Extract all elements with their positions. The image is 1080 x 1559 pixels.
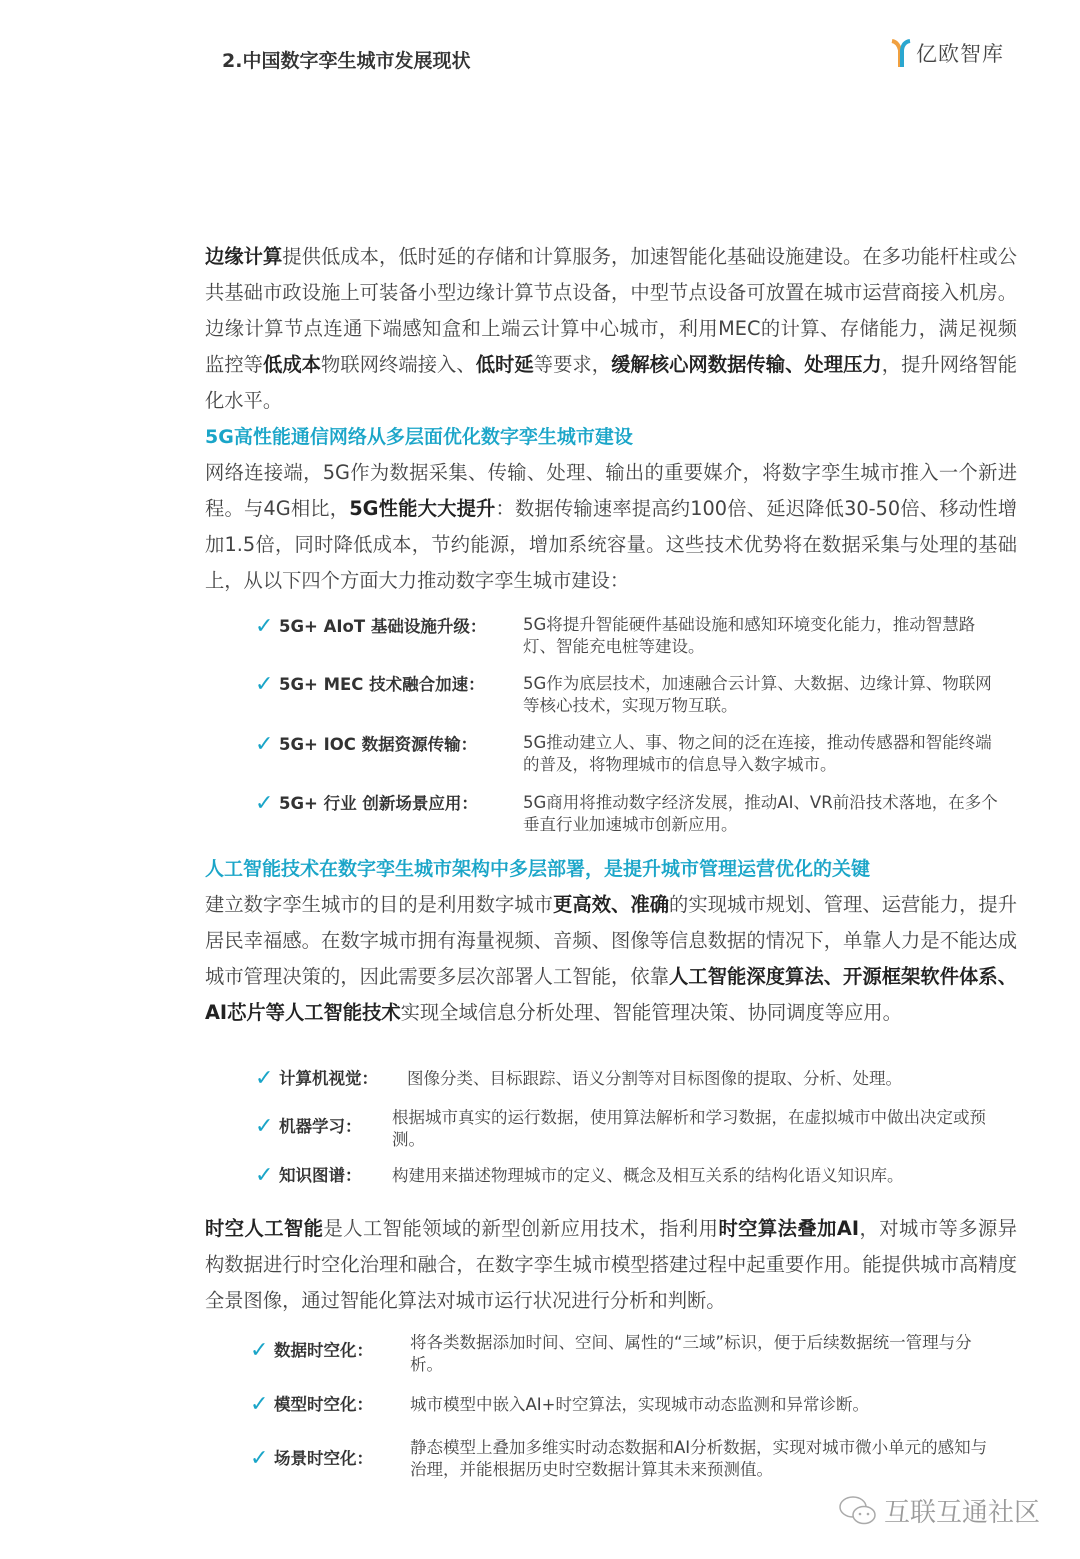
item-desc: 图像分类、目标跟踪、语义分割等对目标图像的提取、分析、处理。 xyxy=(407,1069,902,1088)
item-desc: 根据城市真实的运行数据，使用算法解析和学习数据，在虚拟城市中做出决定或预测。 xyxy=(392,1108,986,1149)
wechat-icon xyxy=(838,1494,878,1528)
list-item xyxy=(255,674,485,696)
item-label: 数据时空化： xyxy=(274,1341,373,1360)
checkmark-icon: ✓ xyxy=(255,1163,274,1188)
logo xyxy=(890,38,1004,68)
body-text: 是人工智能领域的新型创新应用技术，指利用 xyxy=(323,1217,719,1240)
body-text: 提供低成本，低时延的存储和计算服务，加速智能化基础设施建设。在多功能杆柱或公共基础市政设施上可装备小型边缘计算节点设备，中型节点设备可放置在城市运营商接入机房。边缘计算节点连通下端感知盒和上端云计算中心城市，利用MEC的计算、存储能力，满足视频监控等 xyxy=(205,245,1018,376)
checkmark-icon: ✓ xyxy=(255,732,274,757)
list-item xyxy=(255,734,477,756)
item-desc: 5G将提升智能硬件基础设施和感知环境变化能力，推动智慧路灯、智能充电桩等建设。 xyxy=(523,615,976,656)
checkmark-icon: ✓ xyxy=(250,1446,269,1471)
subheading-5g: 5G高性能通信网络从多层面优化数字孪生城市建设 xyxy=(205,426,633,448)
item-label: 5G+ MEC 技术融合加速： xyxy=(279,675,485,694)
item-label: 知识图谱： xyxy=(279,1166,362,1185)
body-text: 实现全域信息分析处理、智能管理决策、协同调度等应用。 xyxy=(400,1001,902,1024)
item-desc: 静态模型上叠加多维实时动态数据和AI分析数据，实现对城市微小单元的感知与治理，并能根据历史时空数据计算其未来预测值。 xyxy=(410,1438,988,1479)
paragraph-spatiotemporal-ai xyxy=(205,1211,1017,1319)
body-text: 的实现城市规划、管理、运营能力，提升居民幸福感。在数字城市拥有海量视频、音频、图像等信息数据的情况下，单靠人力是不能达成城市管理决策的，因此需要多层次部署人工智能，依靠 xyxy=(205,893,1018,988)
item-desc: 构建用来描述物理城市的定义、概念及相互关系的结构化语义知识库。 xyxy=(392,1166,904,1185)
list-item xyxy=(255,1116,362,1138)
list-item xyxy=(255,793,478,815)
item-desc: 5G推动建立人、事、物之间的泛在连接，推动传感器和智能终端的普及，将物理城市的信息导入数字城市。 xyxy=(523,733,992,774)
body-text: ：数据传输速率提高约100倍、延迟降低30-50倍、移动性增加1.5倍，同时降低成本，节约能源，增加系统容量。这些技术优势将在数据采集与处理的基础上，从以下四个方面大力推动数字孪生城市建设： xyxy=(205,497,1017,592)
paragraph-5g xyxy=(205,455,1017,599)
checkmark-icon: ✓ xyxy=(255,1066,274,1091)
checkmark-icon: ✓ xyxy=(250,1338,269,1363)
emphasis-text: 时空算法叠加AI xyxy=(718,1217,860,1240)
emphasis-text: 更高效、准确 xyxy=(553,893,670,916)
list-item xyxy=(250,1448,373,1470)
item-label: 5G+ AIoT 基础设施升级： xyxy=(279,617,487,636)
item-label: 模型时空化： xyxy=(274,1395,373,1414)
checkmark-icon: ✓ xyxy=(255,1114,274,1139)
section-title: 2.中国数字孪生城市发展现状 xyxy=(222,50,471,72)
body-text: 等要求， xyxy=(533,353,612,376)
list-item xyxy=(255,1068,378,1090)
list-item xyxy=(250,1394,373,1416)
checkmark-icon: ✓ xyxy=(255,791,274,816)
checkmark-icon: ✓ xyxy=(250,1392,269,1417)
body-text: ，提升网络智能化水平。 xyxy=(205,353,1018,412)
body-text: 网络连接端，5G作为数据采集、传输、处理、输出的重要媒介，将数字孪生城市推入一个新进程。与4G相比， xyxy=(205,461,1017,520)
emphasis-text: 人工智能深度算法、开源框架软件体系、AI芯片等人工智能技术 xyxy=(205,965,1017,1024)
list-item xyxy=(250,1340,373,1362)
watermark-text: 互联互通社区 xyxy=(884,1498,1041,1528)
list-item xyxy=(255,1165,362,1187)
emphasis-text: 时空人工智能 xyxy=(205,1217,324,1240)
logo-text: 亿欧智库 xyxy=(916,42,1004,66)
item-desc: 5G商用将推动数字经济发展，推动AI、VR前沿技术落地，在多个垂直行业加速城市创新应用。 xyxy=(523,793,998,834)
item-desc: 将各类数据添加时间、空间、属性的“三域”标识，便于后续数据统一管理与分析。 xyxy=(410,1333,972,1374)
emphasis-text: 缓解核心网数据传输、处理压力 xyxy=(611,353,882,376)
emphasis-text: 低时延 xyxy=(475,353,534,376)
body-text: ，对城市等多源异构数据进行时空化治理和融合，在数字孪生城市模型搭建过程中起重要作用。能提供城市高精度全景图像，通过智能化算法对城市运行状况进行分析和判断。 xyxy=(205,1217,1018,1312)
paragraph-edge-computing xyxy=(205,239,1017,419)
logo-mark-icon xyxy=(890,38,912,68)
watermark xyxy=(838,1492,1040,1529)
item-desc: 城市模型中嵌入AI+时空算法，实现城市动态监测和异常诊断。 xyxy=(410,1395,869,1414)
list-item xyxy=(255,616,486,638)
body-text: 建立数字孪生城市的目的是利用数字城市 xyxy=(205,893,554,916)
checkmark-icon: ✓ xyxy=(255,614,274,639)
emphasis-text: 5G性能大大提升 xyxy=(349,497,496,520)
item-label: 场景时空化： xyxy=(274,1449,373,1468)
checkmark-icon: ✓ xyxy=(255,672,274,697)
item-desc: 5G作为底层技术，加速融合云计算、大数据、边缘计算、物联网等核心技术，实现万物互联。 xyxy=(523,674,992,715)
subheading-ai: 人工智能技术在数字孪生城市架构中多层部署，是提升城市管理运营优化的关键 xyxy=(205,858,871,880)
item-label: 5G+ IOC 数据资源传输： xyxy=(279,735,478,754)
item-label: 计算机视觉： xyxy=(279,1069,378,1088)
body-text: 物联网终端接入、 xyxy=(321,353,476,376)
item-label: 5G+ 行业 创新场景应用： xyxy=(279,794,478,813)
item-label: 机器学习： xyxy=(279,1117,362,1136)
emphasis-text: 边缘计算 xyxy=(205,245,283,268)
paragraph-ai xyxy=(205,887,1017,1031)
emphasis-text: 低成本 xyxy=(263,353,322,376)
